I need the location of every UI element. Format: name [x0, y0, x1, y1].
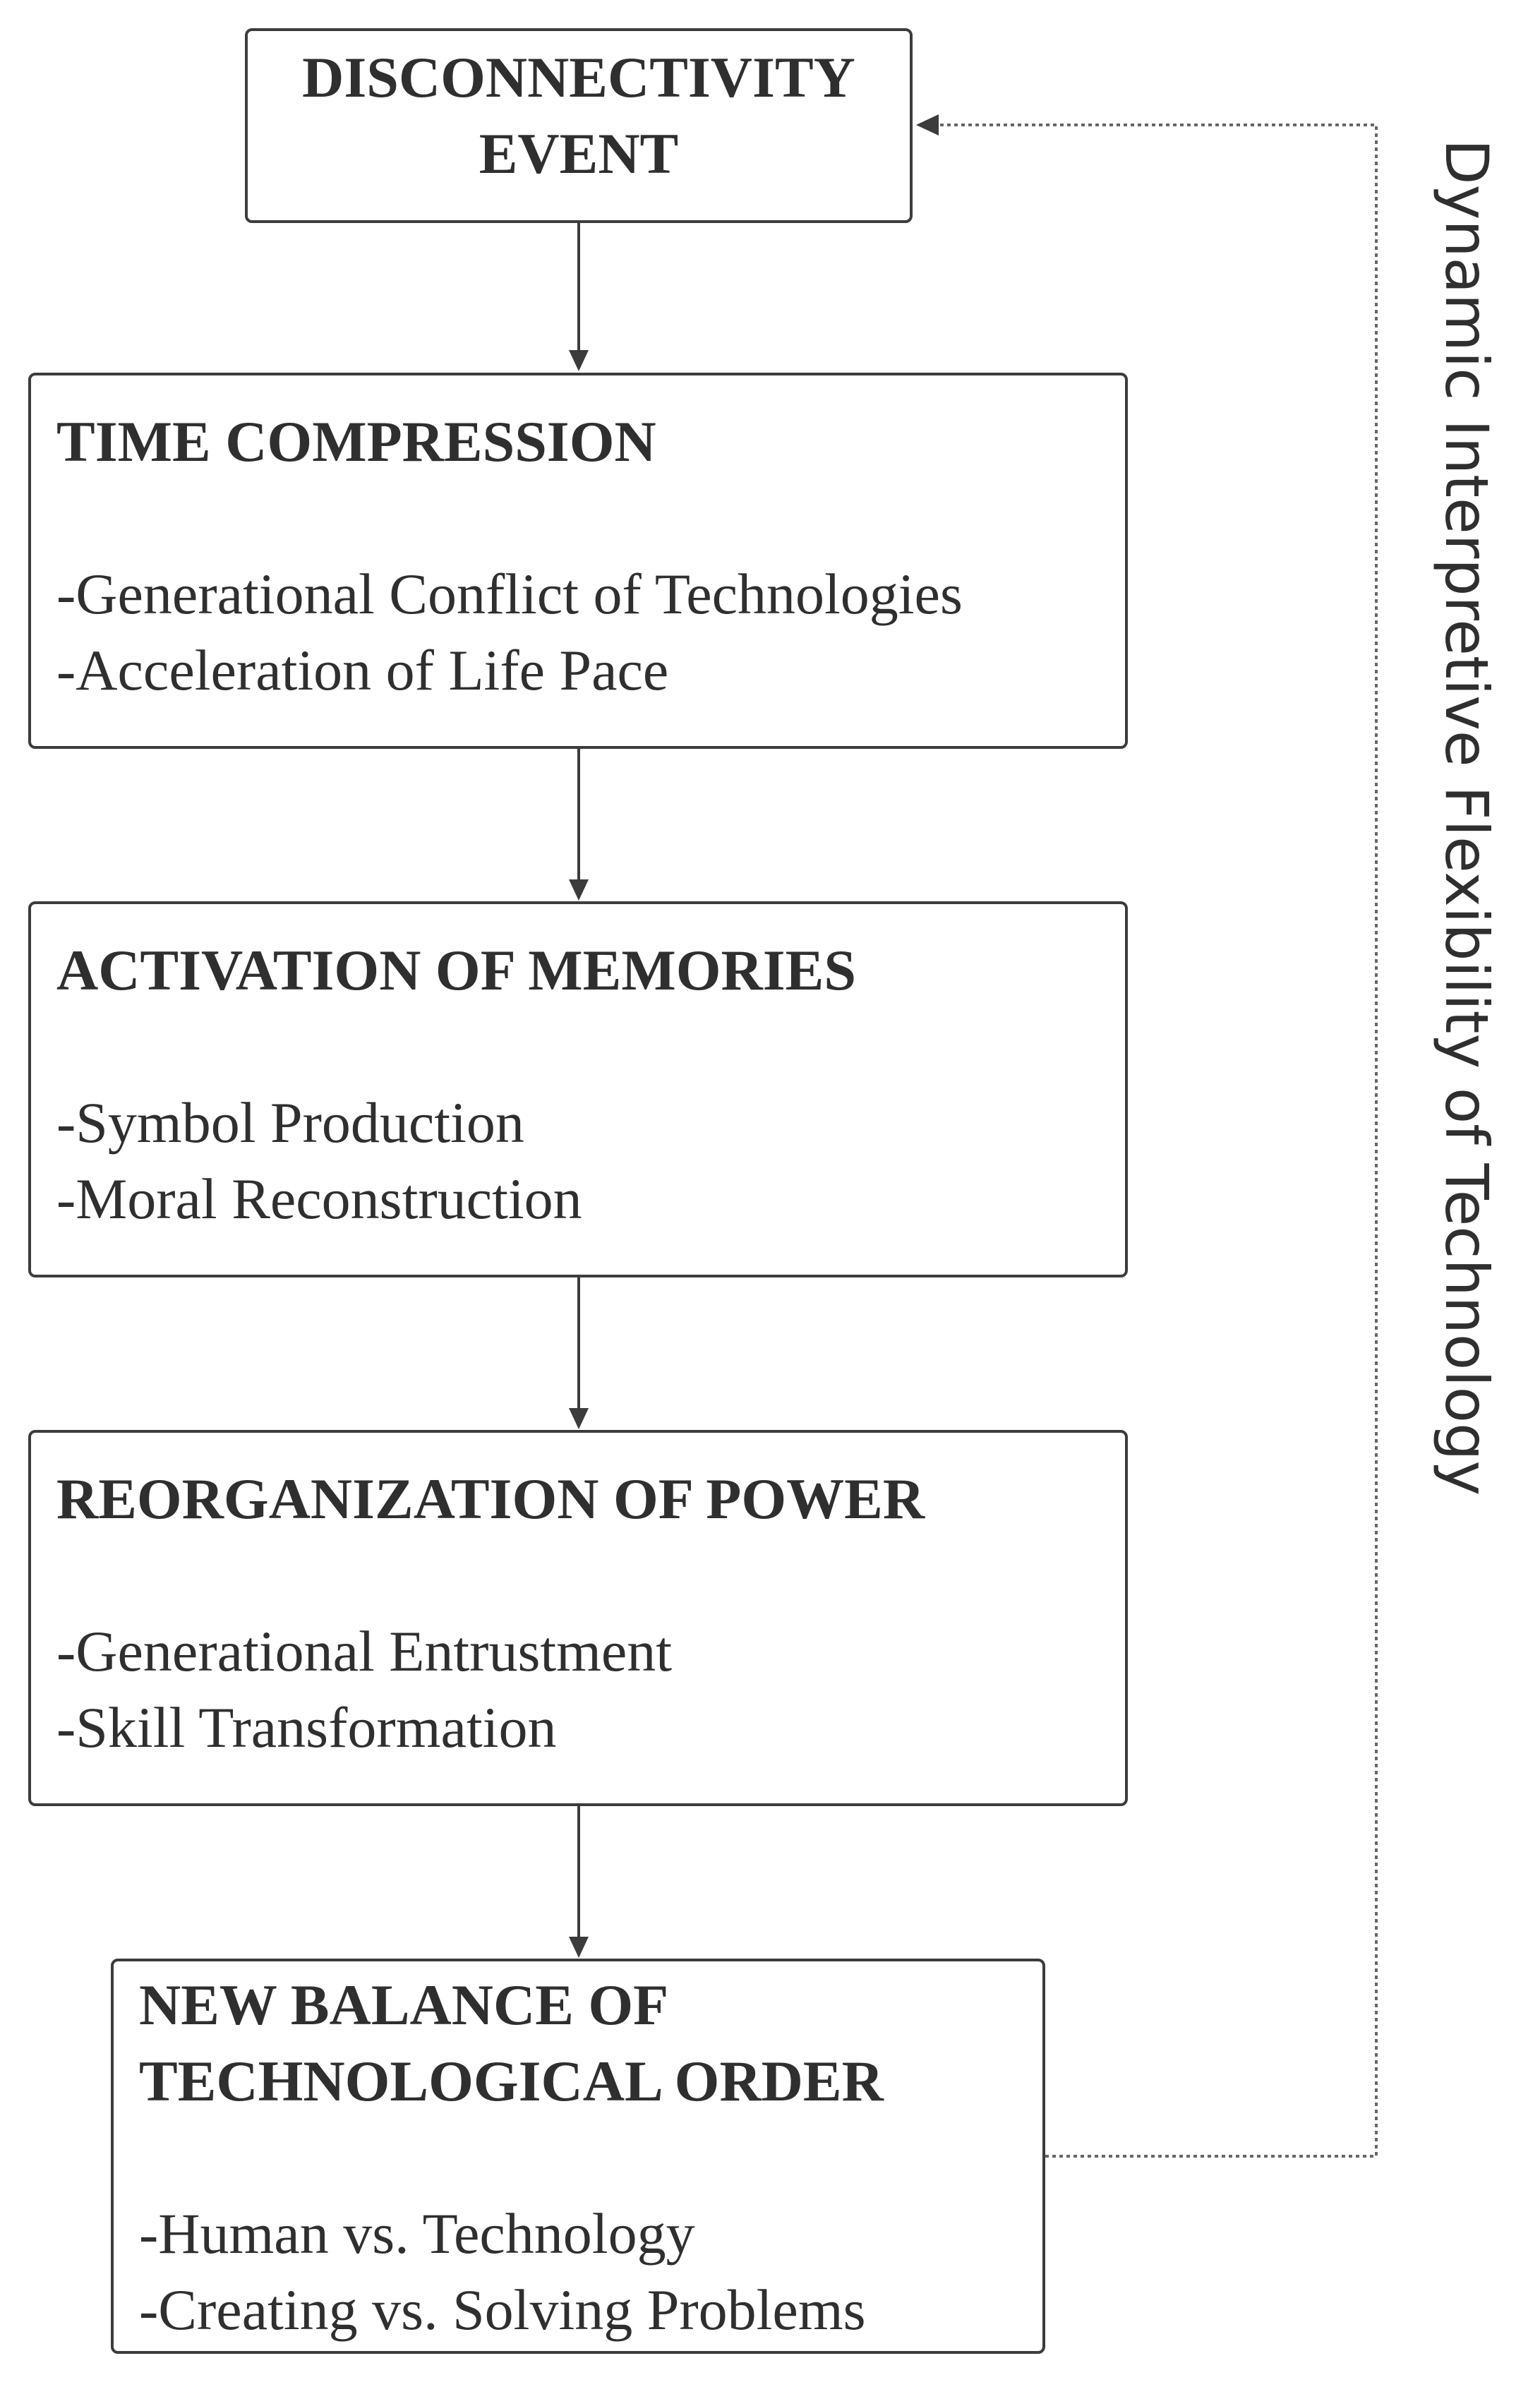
box-title-line: ACTIVATION OF MEMORIES: [56, 938, 856, 1002]
box-title-line: REORGANIZATION OF POWER: [56, 1467, 925, 1531]
disconnectivity-event-box: [245, 28, 913, 223]
box-title-line: EVENT: [479, 121, 679, 186]
box-title-line: NEW BALANCE OF: [139, 1973, 669, 2037]
flow-arrow-2: [569, 749, 589, 901]
flow-arrow-4: [569, 1806, 589, 1958]
flow-arrow-1: [569, 223, 589, 371]
box-item: -Generational Conflict of Technologies: [56, 562, 963, 626]
reorganization-of-power-box: [28, 1430, 1128, 1806]
new-balance-box: [111, 1959, 1045, 2354]
box-title-line: TIME COMPRESSION: [56, 409, 656, 474]
box-item: -Generational Entrustment: [56, 1619, 673, 1683]
activation-of-memories-box: [28, 901, 1128, 1277]
box-title-line: DISCONNECTIVITY: [302, 45, 855, 109]
box-title-line: TECHNOLOGICAL ORDER: [139, 2049, 884, 2113]
flow-arrow-3: [569, 1277, 589, 1429]
box-item: -Creating vs. Solving Problems: [139, 2278, 866, 2342]
box-item: -Human vs. Technology: [139, 2201, 695, 2266]
time-compression-box: [28, 373, 1128, 749]
box-item: -Moral Reconstruction: [56, 1167, 582, 1231]
box-item: -Acceleration of Life Pace: [56, 638, 669, 702]
box-item: -Symbol Production: [56, 1090, 524, 1155]
feedback-loop-label: Dynamic Interpretive Flexibility of Technology: [1432, 138, 1501, 1496]
box-item: -Skill Transformation: [56, 1695, 557, 1760]
